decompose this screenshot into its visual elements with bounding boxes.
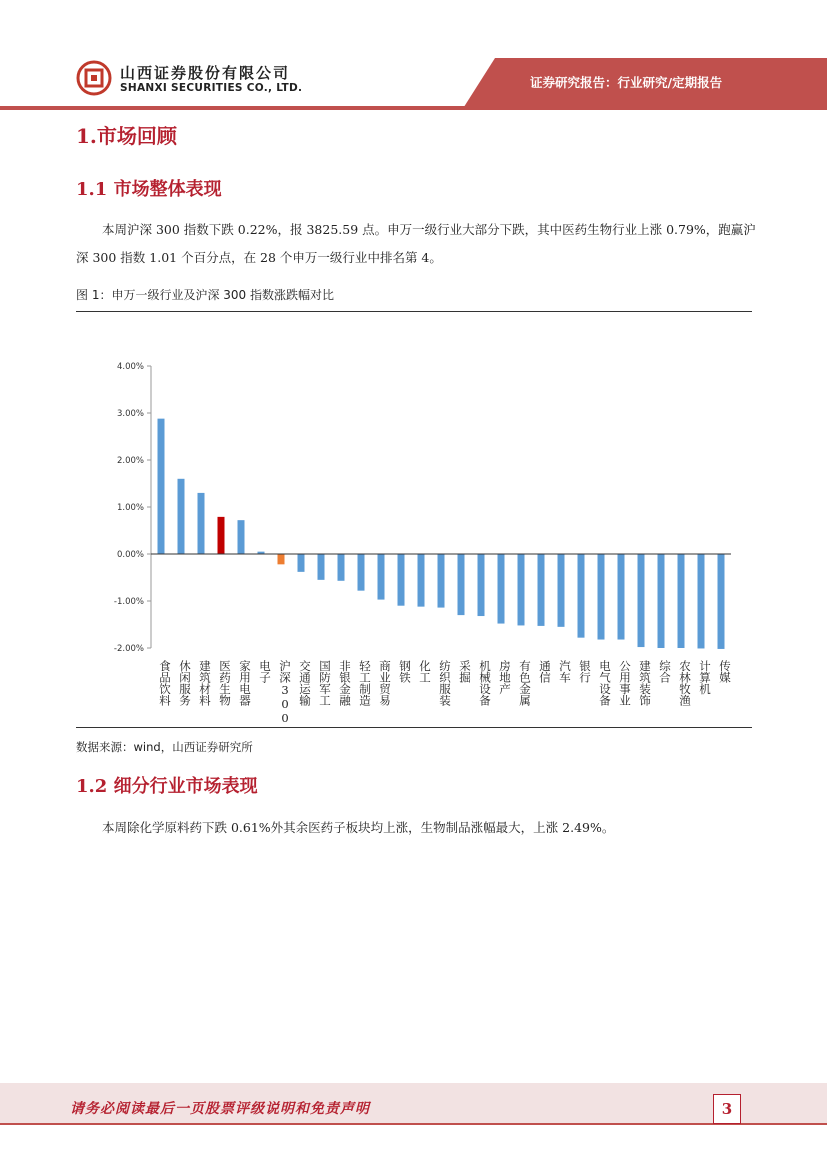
x-tick-label: 轻工制造 — [358, 660, 372, 706]
bar — [538, 554, 545, 626]
footer-banner — [0, 1083, 827, 1153]
x-tick-label: 化工 — [418, 660, 432, 683]
x-tick-label: 房地产 — [498, 660, 512, 695]
bar — [718, 554, 725, 649]
bar — [178, 479, 185, 554]
company-name-cn: 山西证券股份有限公司 — [120, 64, 291, 82]
industry-returns-bar-chart — [76, 320, 756, 725]
x-tick-label: 交通运输 — [298, 660, 312, 706]
bar — [658, 554, 665, 648]
bar — [618, 554, 625, 640]
company-logo-icon — [76, 60, 112, 96]
x-tick-label: 家用电器 — [238, 660, 252, 706]
x-tick-label: 采掘 — [458, 660, 472, 683]
bar — [278, 554, 285, 564]
x-tick-label: 医药生物 — [218, 660, 232, 706]
x-tick-label: 综合 — [658, 660, 672, 683]
x-tick-label: 银行 — [578, 660, 592, 683]
bar — [478, 554, 485, 616]
x-tick-label: 纺织服装 — [438, 660, 452, 706]
figure-source: 数据来源：wind，山西证券研究所 — [76, 740, 253, 754]
bar — [518, 554, 525, 625]
subsection-title-segment: 1.2 细分行业市场表现 — [76, 776, 258, 797]
subsection-title-market-overall: 1.1 市场整体表现 — [76, 179, 222, 200]
bar — [678, 554, 685, 648]
x-tick-label: 沪深300 — [278, 660, 292, 725]
figure-title: 图 1：申万一级行业及沪深 300 指数涨跌幅对比 — [76, 288, 334, 302]
bar — [558, 554, 565, 627]
bar — [378, 554, 385, 600]
y-tick-label: 3.00% — [116, 409, 144, 419]
x-tick-label: 电子 — [258, 660, 272, 683]
x-tick-label: 汽车 — [558, 660, 572, 683]
bar — [638, 554, 645, 647]
page-header — [0, 0, 827, 110]
x-tick-label: 计算机 — [698, 660, 712, 695]
bar — [458, 554, 465, 615]
x-tick-label: 机械设备 — [478, 660, 492, 706]
x-tick-label: 建筑装饰 — [638, 660, 652, 706]
bar — [238, 520, 245, 554]
y-tick-label: 1.00% — [116, 503, 144, 513]
bar — [318, 554, 325, 580]
bar — [578, 554, 585, 638]
y-tick-label: -1.00% — [113, 597, 144, 607]
x-tick-label: 食品饮料 — [158, 660, 172, 706]
footer-disclaimer: 请务必阅读最后一页股票评级说明和免责声明 — [70, 1101, 370, 1117]
y-tick-label: 2.00% — [116, 456, 144, 466]
x-tick-label: 传媒 — [718, 660, 732, 683]
market-overall-paragraph: 本周沪深 300 指数下跌 0.22%，报 3825.59 点。申万一级行业大部分下跌，其中医药生物行业上涨 0.79%，跑赢沪深 300 指数 1.01 个百分点，在 28 个申万一级行业中排名第 4。 — [76, 222, 756, 265]
x-tick-label: 有色金属 — [518, 660, 532, 706]
segment-paragraph: 本周除化学原料药下跌 0.61%外其余医药子板块均上涨，生物制品涨幅最大，上涨 2.49%。 — [102, 820, 615, 835]
section-title: 1.市场回顾 — [76, 124, 177, 148]
x-tick-label: 通信 — [538, 660, 552, 683]
bar — [198, 493, 205, 554]
report-type-label: 证券研究报告：行业研究/定期报告 — [530, 75, 723, 90]
page-number: 3 — [713, 1094, 741, 1124]
bar — [298, 554, 305, 572]
x-tick-label: 建筑材料 — [198, 660, 212, 706]
x-tick-label: 钢铁 — [398, 660, 412, 683]
bar — [218, 517, 225, 554]
bar — [338, 554, 345, 581]
company-name-en: SHANXI SECURITIES CO., LTD. — [120, 82, 303, 94]
bar — [438, 554, 445, 608]
x-tick-label: 农林牧渔 — [678, 660, 692, 706]
bar — [398, 554, 405, 606]
figure-bottom-rule — [76, 727, 752, 728]
y-tick-label: -2.00% — [113, 644, 144, 654]
x-tick-label: 非银金融 — [338, 660, 352, 706]
figure-top-rule — [76, 311, 752, 312]
x-tick-label: 休闲服务 — [178, 660, 192, 706]
bar — [358, 554, 365, 591]
x-tick-label: 电气设备 — [598, 660, 612, 706]
y-tick-label: 0.00% — [116, 550, 144, 560]
bar — [158, 419, 165, 554]
bar — [498, 554, 505, 624]
bar — [418, 554, 425, 607]
bar — [598, 554, 605, 640]
bar — [698, 554, 705, 648]
y-tick-label: 4.00% — [116, 362, 144, 372]
x-tick-label: 公用事业 — [618, 660, 632, 706]
x-tick-label: 国防军工 — [318, 660, 332, 706]
x-tick-label: 商业贸易 — [378, 660, 392, 706]
